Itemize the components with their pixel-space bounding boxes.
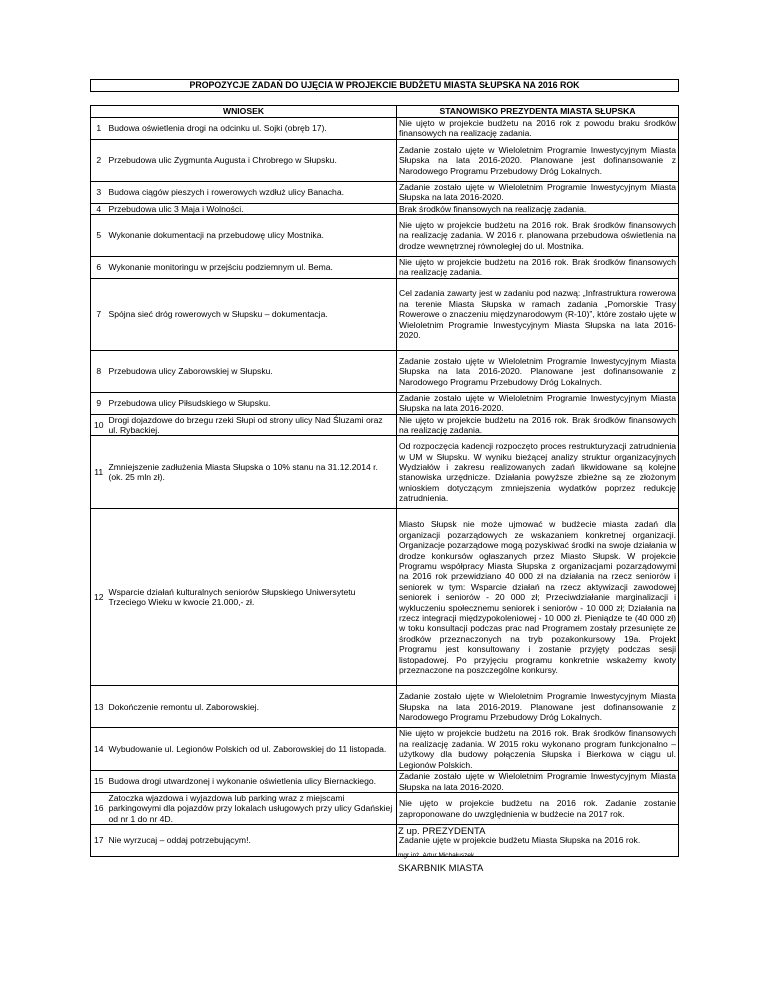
position-text: Brak środków finansowych na realizację zadania. xyxy=(397,203,679,214)
signature-line-1: Z up. PREZYDENTA xyxy=(398,826,486,837)
position-text: Zadanie zostało ujęte w Wieloletnim Programie Inwestycyjnym Miasta Słupska na lata 2016-2020. xyxy=(397,392,679,414)
table-row xyxy=(91,203,679,214)
row-number: 9 xyxy=(91,392,107,414)
row-number: 5 xyxy=(91,215,107,257)
position-text: Nie ujęto w projekcie budżetu na 2016 rok. Brak środków finansowych na realizację zadania. W 2016 r. planowana przebudowa oświetlenia na drodze wewnętrznej równoległej do ul. Mostnika. xyxy=(397,215,679,257)
row-number: 8 xyxy=(91,350,107,392)
table-row xyxy=(91,181,679,203)
row-number: 13 xyxy=(91,686,107,728)
position-text: Nie ujęto w projekcie budżetu na 2016 rok. Zadanie zostanie zaproponowane do uwzględnienia w budżecie na 2017 rok. xyxy=(397,792,679,824)
column-header-request: WNIOSEK xyxy=(91,106,397,118)
table-row xyxy=(91,414,679,436)
spacer xyxy=(91,92,679,106)
row-number: 10 xyxy=(91,414,107,436)
table-row xyxy=(91,509,679,686)
table-row xyxy=(91,215,679,257)
position-text: Zadanie zostało ujęte w Wieloletnim Programie Inwestycyjnym Miasta Słupska na lata 2016-2020. xyxy=(397,181,679,203)
row-number: 14 xyxy=(91,728,107,771)
signature-title: SKARBNIK MIASTA xyxy=(398,863,484,874)
row-number: 15 xyxy=(91,771,107,793)
request-text: Wsparcie działań kulturalnych seniorów Słupskiego Uniwersytetu Trzeciego Wieku w kwocie 21.000,- zł. xyxy=(107,509,397,686)
table-row xyxy=(91,278,679,350)
row-number: 7 xyxy=(91,278,107,350)
table-row xyxy=(91,118,679,140)
request-text: Spójna sieć dróg rowerowych w Słupsku – dokumentacja. xyxy=(107,278,397,350)
row-number: 12 xyxy=(91,509,107,686)
request-text: Wybudowanie ul. Legionów Polskich od ul. Zaborowskiej do 11 listopada. xyxy=(107,728,397,771)
table-row xyxy=(91,771,679,793)
position-text: Nie ujęto w projekcie budżetu na 2016 rok. Brak środków finansowych na realizację zadania. W 2015 roku wykonano program funkcjonalno – użytkowy dla budowy połączenia Słupska i Bierkowa w ciągu ul. Legionów Polskich. xyxy=(397,728,679,771)
position-text: Nie ujęto w projekcie budżetu na 2016 rok. Brak środków finansowych na realizację zadania. xyxy=(397,414,679,436)
document xyxy=(90,79,678,857)
request-text: Budowa ciągów pieszych i rowerowych wzdłuż ulicy Banacha. xyxy=(107,181,397,203)
signature-name: mgr inż. Artur Michałuszek xyxy=(398,852,475,859)
row-number: 6 xyxy=(91,257,107,279)
request-text: Drogi dojazdowe do brzegu rzeki Słupi od strony ulicy Nad Śluzami oraz ul. Rybackiej. xyxy=(107,414,397,436)
table-row xyxy=(91,257,679,279)
request-text: Wykonanie dokumentacji na przebudowę ulicy Mostnika. xyxy=(107,215,397,257)
row-number: 1 xyxy=(91,118,107,140)
table-row xyxy=(91,825,679,857)
proposals-table xyxy=(90,79,679,857)
position-text: Nie ujęto w projekcie budżetu na 2016 rok z powodu braku środków finansowych na realizację zadania. xyxy=(397,118,679,140)
position-text: Nie ujęto w projekcie budżetu na 2016 rok. Brak środków finansowych na realizację zadania. xyxy=(397,257,679,279)
position-text: Od rozpoczęcia kadencji rozpoczęto proces restrukturyzacji zatrudnienia w UM w Słupsku. W wyniku bieżącej analizy struktur organizacyjnych Wydziałów i zakresu realizowanych zadań likwidowane są kolejne stanowiska urzędnicze. Działania powyższe zbieżne są ze złożonym wnioskiem dotyczącym zmniejszenia wydatków poprzez redukcję zatrudnienia. xyxy=(397,436,679,509)
row-number: 11 xyxy=(91,436,107,509)
request-text: Zmniejszenie zadłużenia Miasta Słupska o 10% stanu na 31.12.2014 r. (ok. 25 mln zł). xyxy=(107,436,397,509)
request-text: Przebudowa ulicy Zaborowskiej w Słupsku. xyxy=(107,350,397,392)
request-text: Wykonanie monitoringu w przejściu podziemnym ul. Bema. xyxy=(107,257,397,279)
request-text: Nie wyrzucaj – oddaj potrzebującym!. xyxy=(107,825,397,857)
request-text: Budowa drogi utwardzonej i wykonanie oświetlenia ulicy Biernackiego. xyxy=(107,771,397,793)
table-row xyxy=(91,392,679,414)
table-row xyxy=(91,686,679,728)
document-title: PROPOZYCJE ZADAŃ DO UJĘCIA W PROJEKCIE BUDŻETU MIASTA SŁUPSKA NA 2016 ROK xyxy=(91,80,679,92)
row-number: 16 xyxy=(91,792,107,824)
position-text: Cel zadania zawarty jest w zadaniu pod nazwą: „Infrastruktura rowerowa na terenie Miasta Słupska w ramach zadania „Pomorskie Trasy Rowerowe o znaczeniu międzynarodowym (R-10)”, które zostało ujęte w Wieloletnim Programie Inwestycyjnym Miasta Słupska na lata 2016-2020. xyxy=(397,278,679,350)
table-row xyxy=(91,728,679,771)
position-text: Zadanie zostało ujęte w Wieloletnim Programie Inwestycyjnym Miasta Słupska na lata 2016-2020. Planowane jest dofinansowanie z Narodowego Programu Przebudowy Dróg Lokalnych. xyxy=(397,350,679,392)
table-row xyxy=(91,139,679,181)
row-number: 4 xyxy=(91,203,107,214)
table-row xyxy=(91,792,679,824)
position-text: Zadanie zostało ujęte w Wieloletnim Programie Inwestycyjnym Miasta Słupska na lata 2016-2019. Planowane jest dofinansowanie z Narodowego Programu Przebudowy Dróg Lokalnych. xyxy=(397,686,679,728)
row-number: 17 xyxy=(91,825,107,857)
table-row xyxy=(91,436,679,509)
position-text: Zadanie zostało ujęte w Wieloletnim Programie Inwestycyjnym Miasta Słupska na lata 2016-2020. Planowane jest dofinansowanie z Narodowego Programu Przebudowy Dróg Lokalnych. xyxy=(397,139,679,181)
request-text: Przebudowa ulicy Piłsudskiego w Słupsku. xyxy=(107,392,397,414)
position-text: Zadanie ujęte w projekcie budżetu Miasta Słupska na 2016 rok. xyxy=(397,825,679,857)
position-text: Zadanie zostało ujęte w Wieloletnim Programie Inwestycyjnym Miasta Słupska na lata 2016-2020. xyxy=(397,771,679,793)
request-text: Budowa oświetlenia drogi na odcinku ul. Sojki (obręb 17). xyxy=(107,118,397,140)
row-number: 2 xyxy=(91,139,107,181)
column-header-position: STANOWISKO PREZYDENTA MIASTA SŁUPSKA xyxy=(397,106,679,118)
table-row xyxy=(91,350,679,392)
request-text: Przebudowa ulic 3 Maja i Wolności. xyxy=(107,203,397,214)
position-text: Miasto Słupsk nie może ujmować w budżecie miasta zadań dla organizacji pozarządowych ze wskazaniem konkretnej organizacji. Organizacje pozarządowe mogą pozyskiwać środki na swoje działania w drodze konkursów ogłaszanych przez Miasto Słupsk. W projekcie Programu współpracy Miasta Słupska z organizacjami pozarządowymi na 2016 rok przewidziano 40 000 zł na działania na rzecz seniorów i seniorek w tym: Wsparcie działań na rzecz aktywizacji zawodowej seniorek i seniorów - 20 000 zł; Przeciwdziałanie marginalizacji i wykluczeniu społecznemu seniorek i seniorów - 10 000 zł; Działania na rzecz integracji międzypokoleniowej - 10 000 zł. Pieniądze te (40 000 zł) w toku konsultacji podczas prac nad Programem zostały przesunięte ze środków przeznaczonych na tryb pozakonkursowy 19a. Projekt Programu jest konsultowany i zostanie przyjęty podczas sesji listopadowej. Po przyjęciu programu konkretnie wskażemy kwoty przeznaczone na poszczególne konkursy. xyxy=(397,509,679,686)
row-number: 3 xyxy=(91,181,107,203)
request-text: Dokończenie remontu ul. Zaborowskiej. xyxy=(107,686,397,728)
request-text: Przebudowa ulic Zygmunta Augusta i Chrobrego w Słupsku. xyxy=(107,139,397,181)
request-text: Zatoczka wjazdowa i wyjazdowa lub parking wraz z miejscami parkingowymi dla pojazdów przy lokalach usługowych przy ulicy Gdańskiej od nr 1 do nr 4D. xyxy=(107,792,397,824)
